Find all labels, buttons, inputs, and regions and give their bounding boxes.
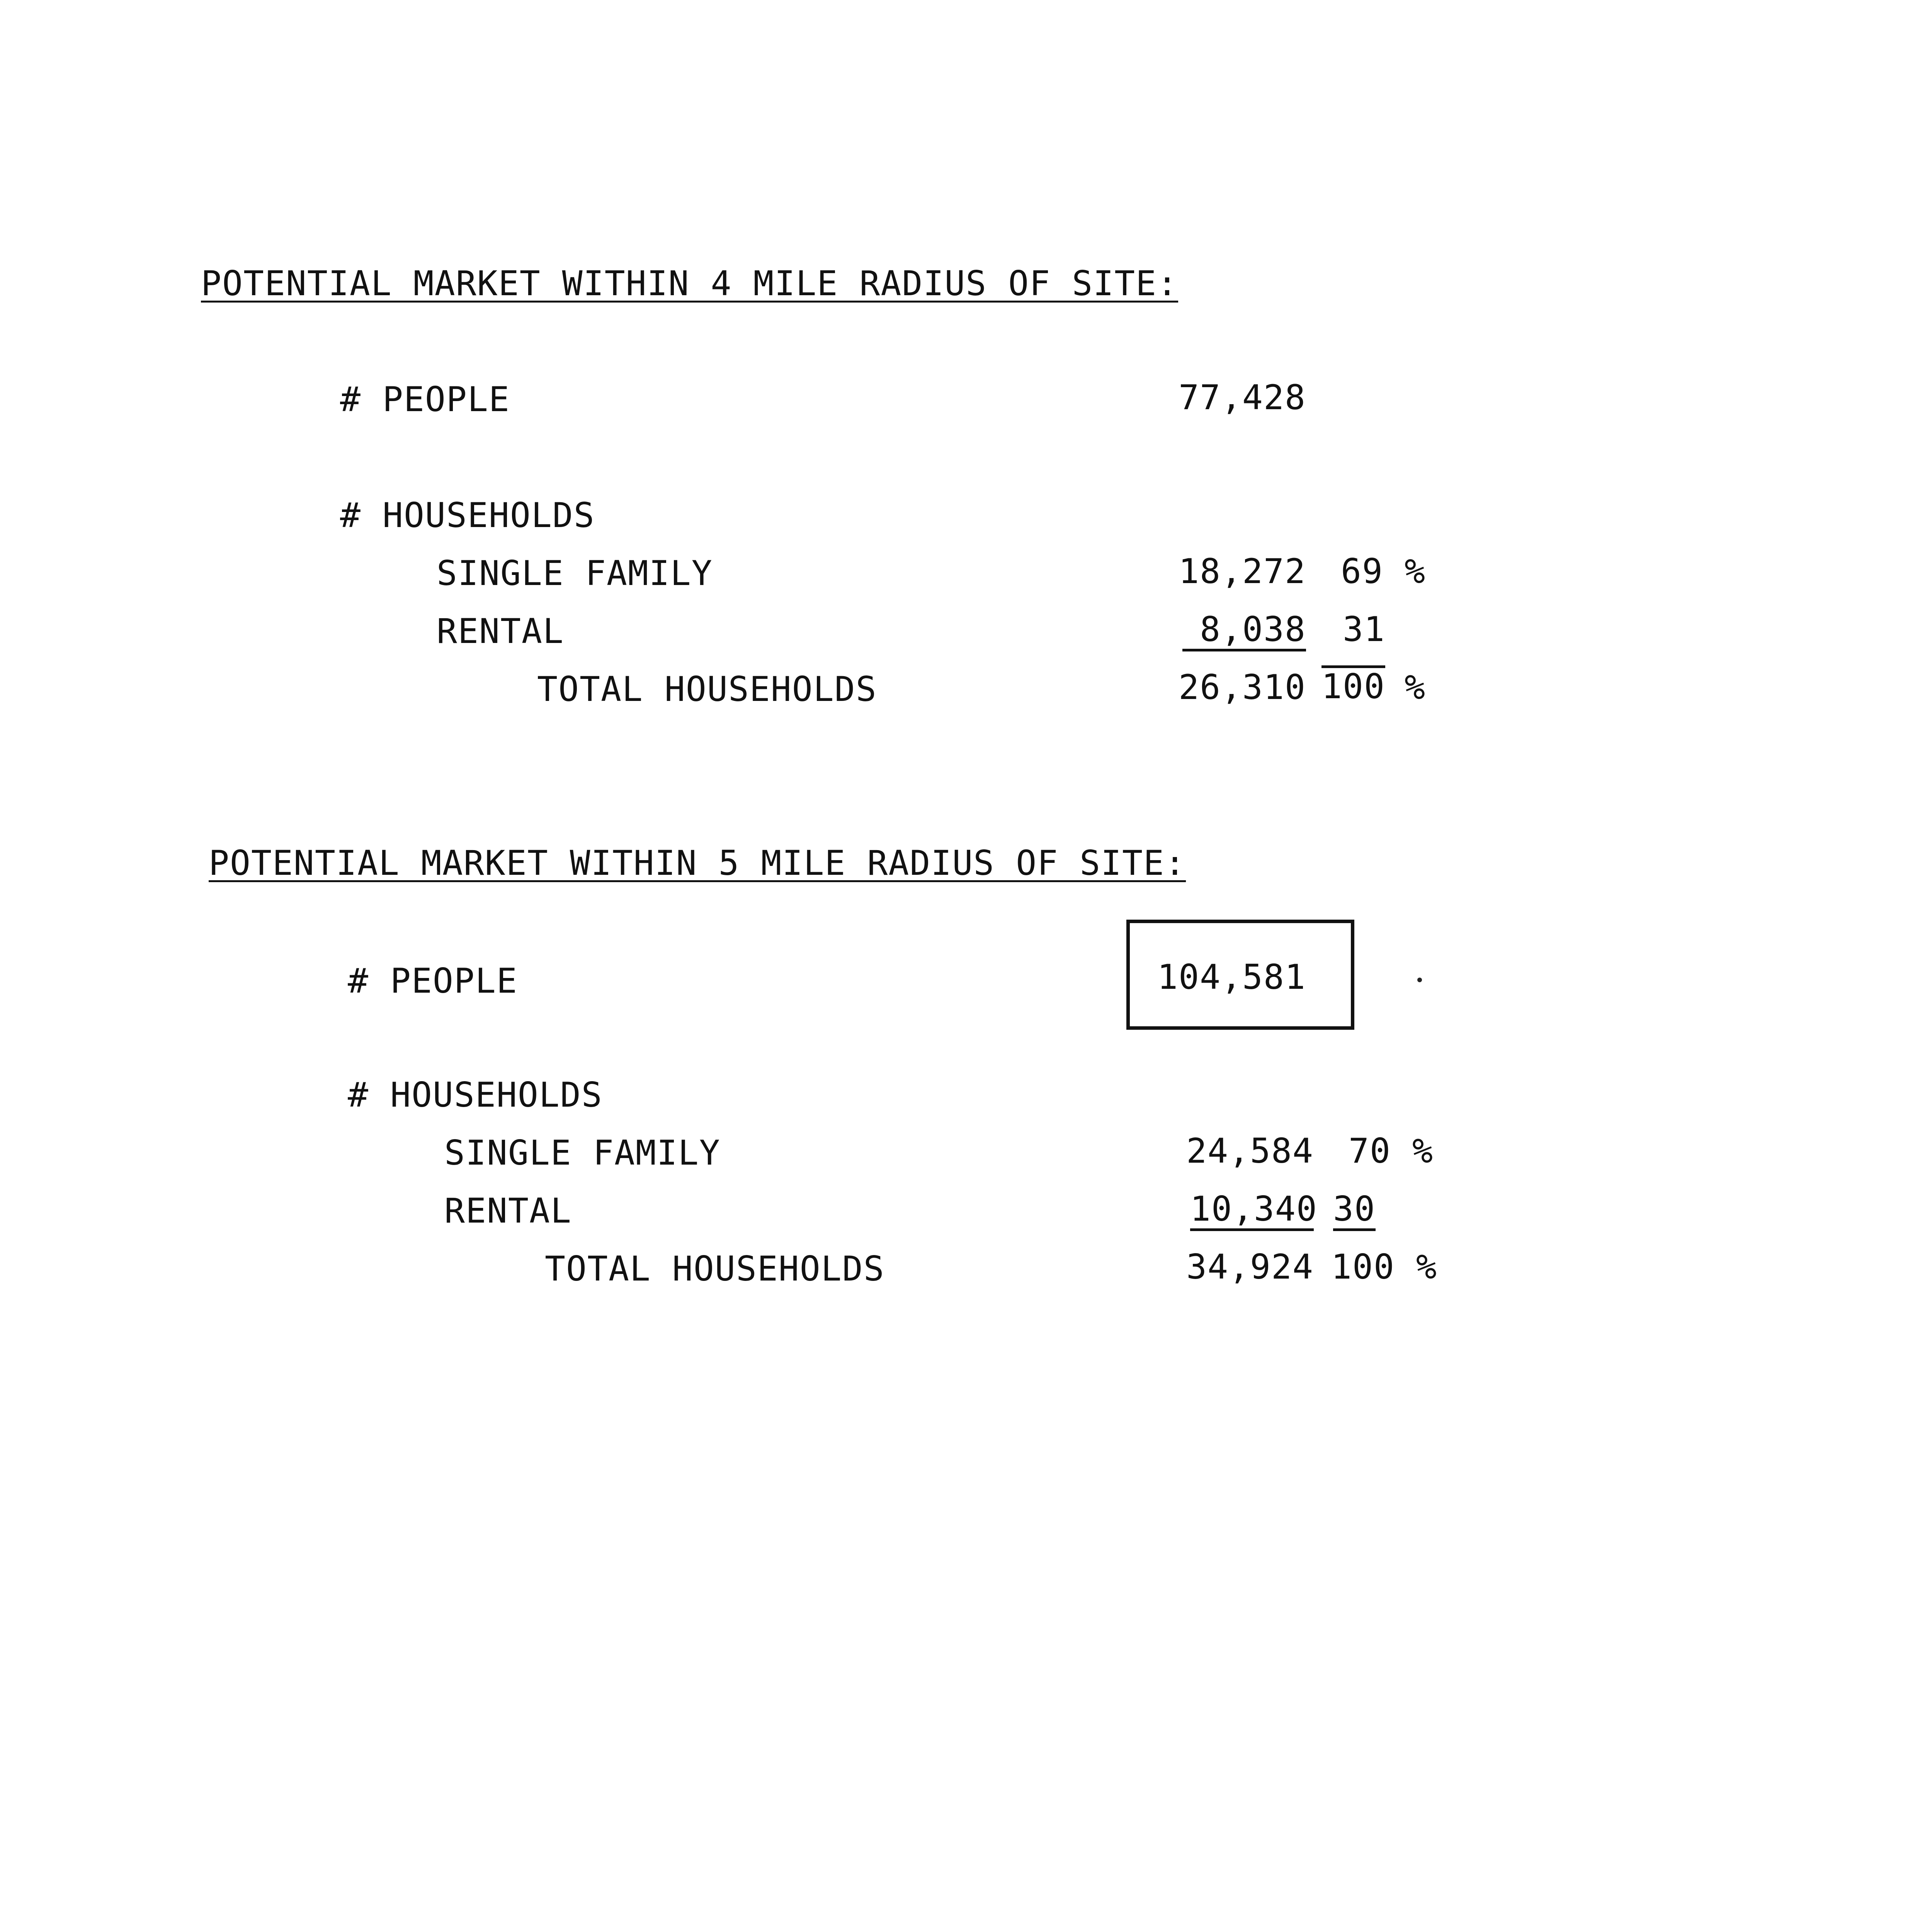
section-1-rental-pct: 31 (1343, 609, 1385, 649)
section-1-single-family-pct: 69 % (1341, 551, 1426, 591)
section-1-people-value: 77,428 (1179, 378, 1306, 417)
section-1-heading: POTENTIAL MARKET WITHIN 4 MILE RADIUS OF SITE: (201, 264, 1179, 303)
section-2-households-label: # HOUSEHOLDS (348, 1075, 603, 1115)
section-1-total-value: 26,310 (1179, 667, 1306, 707)
section-2-total-value: 34,924 (1186, 1247, 1314, 1287)
section-2-total-label: TOTAL HOUSEHOLDS (545, 1249, 885, 1289)
stray-mark (1417, 978, 1422, 982)
section-2-people-label: # PEOPLE (348, 961, 518, 1001)
section-1-single-family-label: SINGLE FAMILY (437, 553, 713, 593)
section-1-total-pct-sign: % (1405, 667, 1426, 707)
section-1-rental-label: RENTAL (437, 611, 564, 651)
section-1-total-label: TOTAL HOUSEHOLDS (537, 669, 877, 709)
section-1-people-label: # PEOPLE (340, 379, 510, 419)
section-2-heading: POTENTIAL MARKET WITHIN 5 MILE RADIUS OF SITE: (209, 843, 1186, 883)
section-2-rental-pct: 30 (1333, 1192, 1376, 1231)
section-2-single-family-value: 24,584 (1186, 1131, 1314, 1171)
section-2-single-family-label: SINGLE FAMILY (444, 1133, 721, 1173)
section-2-total-pct: 100 % (1331, 1247, 1437, 1287)
section-2-rental-label: RENTAL (444, 1191, 572, 1231)
section-2-single-family-pct: 70 % (1349, 1131, 1434, 1171)
section-2-people-value: 104,581 (1157, 957, 1306, 997)
section-1-households-label: # HOUSEHOLDS (340, 495, 595, 535)
section-1-single-family-value: 18,272 (1179, 551, 1306, 591)
section-2-rental-value: 10,340 (1190, 1192, 1314, 1231)
section-1-rental-value: 8,038 (1182, 612, 1306, 651)
section-1-total-pct: 100 (1321, 665, 1385, 704)
